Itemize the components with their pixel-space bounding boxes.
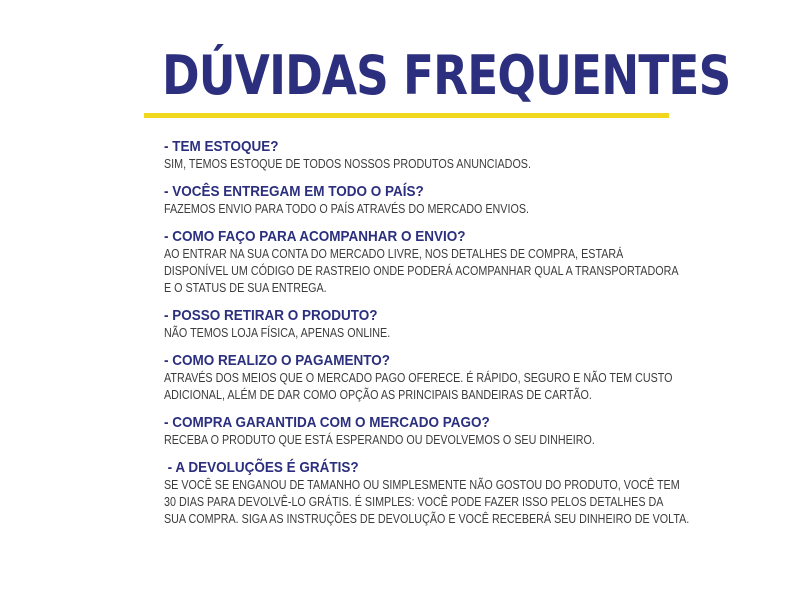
faq-item xyxy=(164,307,724,342)
title-underline xyxy=(144,113,669,118)
faq-answer-line: E O STATUS DE SUA ENTREGA. xyxy=(164,281,327,295)
faq-answer xyxy=(164,246,680,297)
faq-answer-line: SE VOCÊ SE ENGANOU DE TAMANHO OU SIMPLESMENTE NÃO GOSTOU DO PRODUTO, VOCÊ TEM xyxy=(164,478,680,492)
faq-answer-line: RECEBA O PRODUTO QUE ESTÁ ESPERANDO OU DEVOLVEMOS O SEU DINHEIRO. xyxy=(164,433,595,447)
faq-answer-line: SUA COMPRA. SIGA AS INSTRUÇÕES DE DEVOLUÇÃO E VOCÊ RECEBERÁ SEU DINHEIRO DE VOLTA. xyxy=(164,512,690,526)
faq-question: - TEM ESTOQUE? xyxy=(164,138,279,155)
faq-answer xyxy=(164,325,680,342)
faq-question: - POSSO RETIRAR O PRODUTO? xyxy=(164,307,378,324)
faq-item xyxy=(164,459,724,528)
faq-answer-line: ATRAVÉS DOS MEIOS QUE O MERCADO PAGO OFERECE. É RÁPIDO, SEGURO E NÃO TEM CUSTO xyxy=(164,371,673,385)
faq-item xyxy=(164,228,724,297)
faq-list xyxy=(164,138,724,538)
page-title: DÚVIDAS FREQUENTES xyxy=(162,44,731,107)
faq-answer-line: AO ENTRAR NA SUA CONTA DO MERCADO LIVRE, NOS DETALHES DE COMPRA, ESTARÁ xyxy=(164,247,624,261)
faq-answer-line: DISPONÍVEL UM CÓDIGO DE RASTREIO ONDE PODERÁ ACOMPANHAR QUAL A TRANSPORTADORA xyxy=(164,264,679,278)
faq-answer-line: SIM, TEMOS ESTOQUE DE TODOS NOSSOS PRODUTOS ANUNCIADOS. xyxy=(164,157,531,171)
faq-question: - COMO REALIZO O PAGAMENTO? xyxy=(164,352,390,369)
faq-answer xyxy=(164,477,690,528)
faq-answer xyxy=(164,201,680,218)
faq-answer-line: NÃO TEMOS LOJA FÍSICA, APENAS ONLINE. xyxy=(164,326,391,340)
faq-answer xyxy=(164,432,680,449)
faq-question: - COMO FAÇO PARA ACOMPANHAR O ENVIO? xyxy=(164,228,466,245)
faq-answer-line: ADICIONAL, ALÉM DE DAR COMO OPÇÃO AS PRINCIPAIS BANDEIRAS DE CARTÃO. xyxy=(164,388,592,402)
faq-item xyxy=(164,183,724,218)
faq-question: - COMPRA GARANTIDA COM O MERCADO PAGO? xyxy=(164,414,490,431)
faq-answer xyxy=(164,370,680,404)
faq-answer xyxy=(164,156,680,173)
faq-question: - VOCÊS ENTREGAM EM TODO O PAÍS? xyxy=(164,183,424,200)
faq-question: - A DEVOLUÇÕES É GRÁTIS? xyxy=(167,459,359,476)
faq-answer-line: 30 DIAS PARA DEVOLVÊ-LO GRÁTIS. É SIMPLES: VOCÊ PODE FAZER ISSO PELOS DETALHES DA xyxy=(164,495,664,509)
faq-answer-line: FAZEMOS ENVIO PARA TODO O PAÍS ATRAVÉS DO MERCADO ENVIOS. xyxy=(164,202,529,216)
faq-item xyxy=(164,414,724,449)
faq-item xyxy=(164,352,724,404)
faq-item xyxy=(164,138,724,173)
